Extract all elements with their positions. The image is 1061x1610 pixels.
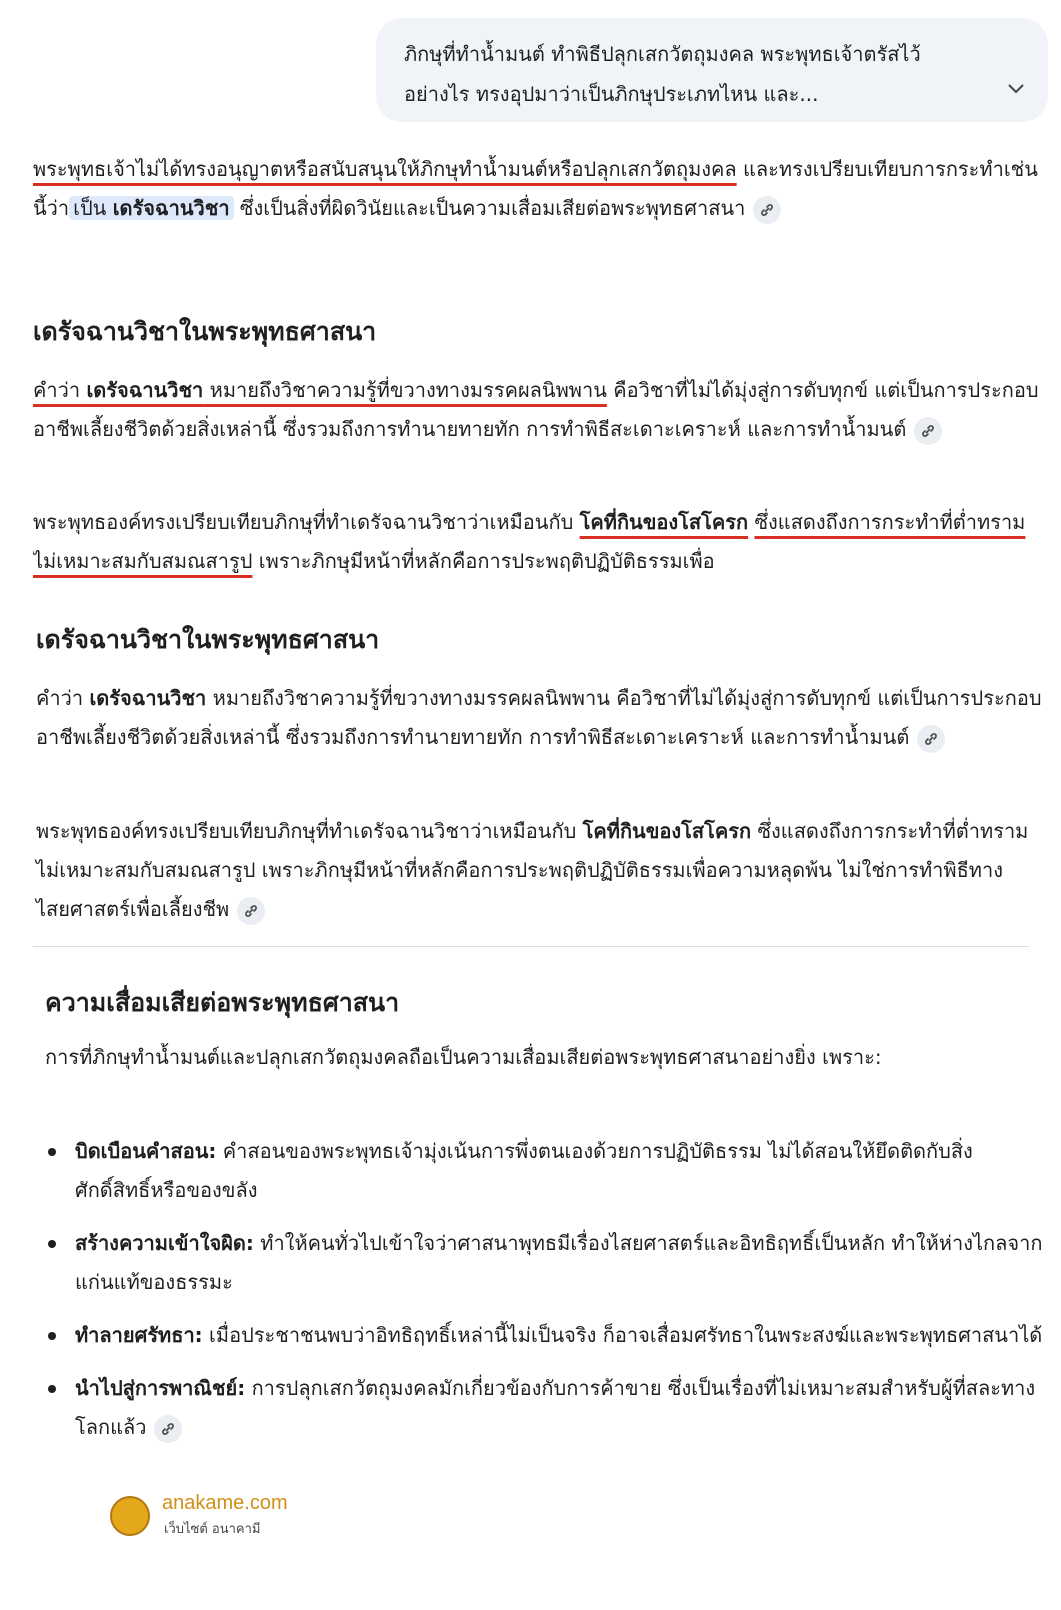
link-icon[interactable] [237,897,265,925]
section-heading: ความเสื่อมเสียต่อพระพุทธศาสนา [45,988,400,1017]
underlined-text: โคที่กินของโสโครก [579,510,749,534]
section2-paragraph-2: พระพุทธองค์ทรงเปรียบเทียบภิกษุที่ทำเดรัจฉานวิชาว่าเหมือนกับ โคที่กินของโสโครก ซึ่งแสดงถึงการกระทำที่ต่ำทราม ไม่เหมาะสมกับสมณสารูป เพราะภิกษุมีหน้าที่หลักคือการประพฤติปฏิบัติธรรมเพื่อความหลุดพ้น ไม่ใช่การทำพิธีทางไสยศาสตร์เพื่อเลี้ยงชีพ [36,812,1046,929]
bullet-list [45,1132,1045,1461]
link-icon[interactable] [753,196,781,224]
section-heading: เดรัจฉานวิชาในพระพุทธศาสนา [33,317,377,346]
link-icon[interactable] [914,417,942,445]
section2-paragraph-1: คำว่า เดรัจฉานวิชา หมายถึงวิชาความรู้ที่ขวางทางมรรคผลนิพพาน คือวิชาที่ไม่ได้มุ่งสู่การดับทุกข์ แต่เป็นการประกอบอาชีพเลี้ยงชีวิตด้วยสิ่งเหล่านี้ ซึ่งรวมถึงการทำนายทายทัก การทำพิธีสะเดาะเคราะห์ และการทำน้ำมนต์ [36,679,1046,757]
watermark-logo [106,1490,306,1540]
underlined-text: คำว่า เดรัจฉานวิชา หมายถึงวิชาความรู้ที่ขวางทางมรรคผลนิพพาน [33,378,607,402]
underlined-text: ซึ่งแสดงถึงการกระทำที่ต่ำทราม ไม่เหมาะสมกับสมณสารูป [33,510,1026,573]
section3-intro: การที่ภิกษุทำน้ำมนต์และปลุกเสกวัตถุมงคลถือเป็นความเสื่อมเสียต่อพระพุทธศาสนาอย่างยิ่ง เพราะ: [45,1045,882,1069]
section1-paragraph-2: พระพุทธองค์ทรงเปรียบเทียบภิกษุที่ทำเดรัจฉานวิชาว่าเหมือนกับ โคที่กินของโสโครก ซึ่งแสดงถึงการกระทำที่ต่ำทราม ไม่เหมาะสมกับสมณสารูป เพราะภิกษุมีหน้าที่หลักคือการประพฤติปฏิบัติธรรมเพื่อ [33,510,1026,573]
user-query-text: ภิกษุที่ทำน้ำมนต์ ทำพิธีปลุกเสกวัตถุมงคล พระพุทธเจ้าตรัสไว้อย่างไร ทรงอุปมาว่าเป็นภิกษุประเภทไหน และ... [404,42,921,106]
underlined-text: พระพุทธเจ้าไม่ได้ทรงอนุญาตหรือสนับสนุนให้ภิกษุทำน้ำมนต์หรือปลุกเสกวัตถุมงคล [33,157,737,181]
buddha-logo-icon [110,1496,150,1536]
link-icon[interactable] [154,1415,182,1443]
list-item: บิดเบือนคำสอน: คำสอนของพระพุทธเจ้ามุ่งเน้นการพึ่งตนเองด้วยการปฏิบัติธรรม ไม่ได้สอนให้ยึดติดกับสิ่งศักดิ์สิทธิ์หรือของขลัง [45,1132,1045,1210]
intro-paragraph: พระพุทธเจ้าไม่ได้ทรงอนุญาตหรือสนับสนุนให้ภิกษุทำน้ำมนต์หรือปลุกเสกวัตถุมงคล และทรงเปรียบเทียบการกระทำเช่นนี้ว่า เป็น เดรัจฉานวิชา ซึ่งเป็นสิ่งที่ผิดวินัยและเป็นความเสื่อมเสียต่อพระพุทธศาสนา [33,150,1043,228]
chevron-down-icon[interactable] [1004,76,1028,100]
divider [33,946,1029,947]
section-heading: เดรัจฉานวิชาในพระพุทธศาสนา [36,625,380,654]
list-item: นำไปสู่การพาณิชย์: การปลุกเสกวัตถุมงคลมักเกี่ยวข้องกับการค้าขาย ซึ่งเป็นเรื่องที่ไม่เหมาะสมสำหรับผู้ที่สละทางโลกแล้ว [45,1369,1045,1447]
highlighted-phrase[interactable]: เป็น เดรัจฉานวิชา [69,196,233,220]
section1-paragraph-1: คำว่า เดรัจฉานวิชา หมายถึงวิชาความรู้ที่ขวางทางมรรคผลนิพพาน คือวิชาที่ไม่ได้มุ่งสู่การดับทุกข์ แต่เป็นการประกอบอาชีพเลี้ยงชีวิตด้วยสิ่งเหล่านี้ ซึ่งรวมถึงการทำนายทายทัก การทำพิธีสะเดาะเคราะห์ และการทำน้ำมนต์ [33,371,1043,449]
list-item: สร้างความเข้าใจผิด: ทำให้คนทั่วไปเข้าใจว่าศาสนาพุทธมีเรื่องไสยศาสตร์และอิทธิฤทธิ์เป็นหลัก ทำให้ห่างไกลจากแก่นแท้ของธรรมะ [45,1224,1045,1302]
link-icon[interactable] [917,725,945,753]
user-query-bubble[interactable] [376,18,1048,122]
watermark-subtitle: เว็บไซต์ อนาคามี [164,1522,261,1537]
watermark-name: anakame.com [162,1492,288,1514]
list-item: ทำลายศรัทธา: เมื่อประชาชนพบว่าอิทธิฤทธิ์เหล่านี้ไม่เป็นจริง ก็อาจเสื่อมศรัทธาในพระสงฆ์และพระพุทธศาสนาได้ [45,1316,1045,1355]
